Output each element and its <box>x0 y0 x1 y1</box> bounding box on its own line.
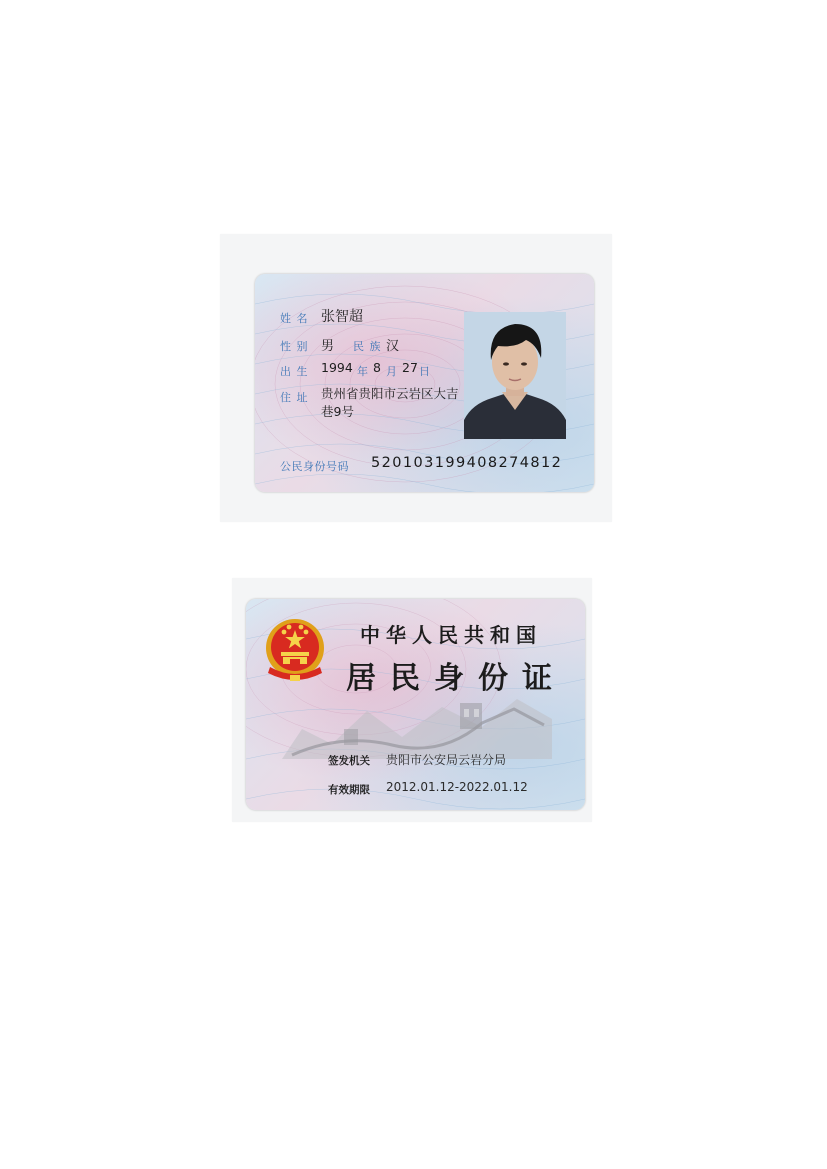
ethnicity-value: 汉 <box>386 339 400 354</box>
birth-label: 出 生 <box>280 365 309 378</box>
issuing-authority-label: 签发机关 <box>328 755 370 767</box>
year-unit: 年 <box>357 365 369 378</box>
address-value: 贵州省贵阳市云岩区大吉巷9号 <box>321 386 459 419</box>
issuing-authority-value: 贵阳市公安局云岩分局 <box>386 753 507 767</box>
national-emblem-icon <box>264 615 326 685</box>
great-wall-illustration-icon <box>282 689 552 759</box>
portrait-photo <box>464 312 566 439</box>
name-label: 姓 名 <box>280 312 309 325</box>
birth-month: 8 <box>373 360 381 375</box>
id-number-label: 公民身份号码 <box>280 460 349 473</box>
portrait-icon <box>464 312 566 439</box>
country-title: 中华人民共和国 <box>360 623 542 647</box>
validity-value: 2012.01.12-2022.01.12 <box>386 780 528 794</box>
birth-day: 27 <box>402 360 418 375</box>
id-card-back <box>246 599 585 810</box>
gender-label: 性 别 <box>280 340 309 353</box>
id-card-front <box>255 274 594 492</box>
birth-year: 1994 <box>321 360 353 375</box>
address-label: 住 址 <box>280 391 309 404</box>
document-title: 居民身份证 <box>346 661 566 696</box>
name-value: 张智超 <box>321 309 363 325</box>
day-unit: 日 <box>419 365 431 378</box>
ethnicity-label: 民 族 <box>353 340 382 353</box>
month-unit: 月 <box>386 365 398 378</box>
id-number-value: 520103199408274812 <box>371 455 563 471</box>
gender-value: 男 <box>321 339 335 354</box>
validity-label: 有效期限 <box>328 784 370 796</box>
